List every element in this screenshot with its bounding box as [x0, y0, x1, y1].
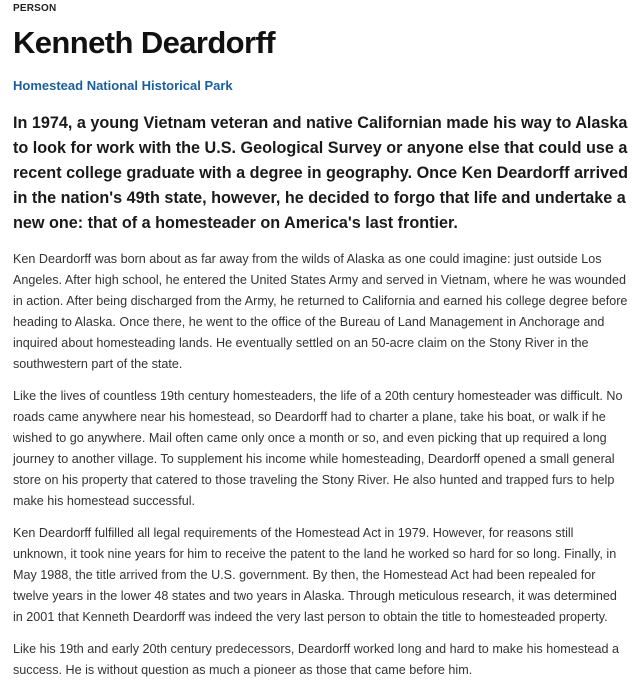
- article-paragraph-2: Like the lives of countless 19th century homesteaders, the life of a 20th century homesteader was difficult. No roads came anywhere near his homestead, so Deardorff had to charter a plane, take his boat, or walk if he wished to go anywhere. Mail often came only once a month or so, and even picking that up required a long journey to another village. To supplement his income while homesteading, Deardorff opened a small general store on his property that catered to those traveling the Stony River. He also hunted and trapped furs to help make his homestead successful.: [13, 389, 623, 508]
- article-paragraph-3: Ken Deardorff fulfilled all legal requirements of the Homestead Act in 1979. However, for reasons still unknown, it took nine years for him to receive the patent to the land he worked so hard for so long. Finally, in May 1988, the title arrived from the U.S. government. By then, the Homestead Act had been repealed for twelve years in the lower 48 states and two years in Alaska. Through meticulous research, it was determined in 2001 that Kenneth Deardorff was indeed the very last person to obtain the title to homesteaded property.: [13, 526, 617, 624]
- page-title: Kenneth Deardorff: [13, 25, 275, 60]
- article-paragraph-4: Like his 19th and early 20th century predecessors, Deardorff worked long and hard to make his homestead a success. He is without question as much a pioneer as those that came before him.: [13, 642, 620, 677]
- park-link[interactable]: Homestead National Historical Park: [13, 78, 233, 93]
- article-paragraph-1: Ken Deardorff was born about as far away from the wilds of Alaska as one could imagine: just outside Los Angeles. After high school, he entered the United States Army and served in Vietnam, where he was wounded in action. After being discharged from the Army, he returned to California and earned his college degree before heading to Alaska. Once there, he went to the office of the Bureau of Land Management in Anchorage and inquired about homesteading lands. He eventually settled on an 50-acre claim on the Stony River in the southwestern part of the state.: [13, 252, 628, 371]
- article-lede: In 1974, a young Vietnam veteran and native Californian made his way to Alaska to look for work with the U.S. Geological Survey or anyone else that could use a recent college graduate with a degree in geography. Once Ken Deardorff arrived in the nation's 49th state, however, he decided to forgo that life and undertake a new one: that of a homesteader on America's last frontier.: [13, 114, 628, 232]
- category-label: PERSON: [13, 3, 57, 14]
